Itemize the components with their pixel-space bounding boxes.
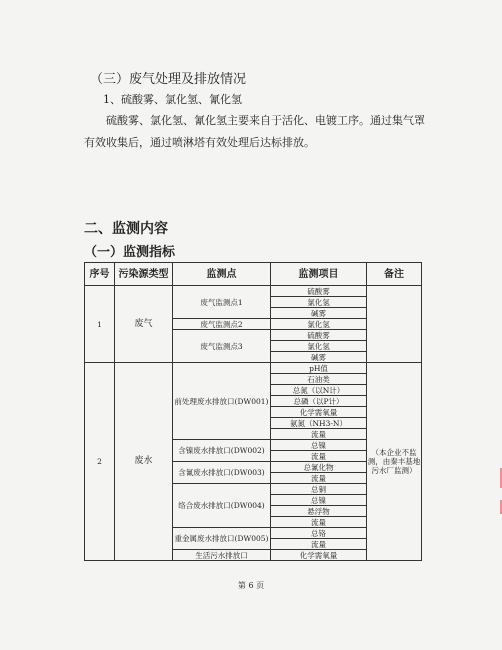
header-monitor-item: 监测项目 [271, 263, 367, 286]
header-source-type: 污染源类型 [115, 263, 173, 286]
section3-heading: （三）废气处理及排放情况 [90, 72, 247, 87]
monitor-item: 总镍 [271, 495, 367, 506]
monitor-item: 流量 [271, 473, 367, 484]
monitor-item: pH值 [271, 363, 367, 374]
monitor-point: 含镍废水排放口(DW002) [173, 440, 271, 462]
monitor-item: 化学需氧量 [271, 550, 367, 561]
monitor-item: 氯化氢 [271, 297, 367, 308]
page-number: 第 6 页 [237, 581, 265, 590]
header-monitor-point: 监测点 [173, 263, 271, 286]
monitor-point: 前处理废水排放口(DW001) [173, 363, 271, 440]
monitor-item: 流量 [271, 451, 367, 462]
source-type: 废水 [115, 363, 173, 561]
source-type: 废气 [115, 286, 173, 363]
monitor-point: 生活污水排放口 [173, 550, 271, 561]
monitor-item: 氨氮（NH3-N） [271, 418, 367, 429]
monitor-item: 氯化氢 [271, 319, 367, 330]
monitor-item: 流量 [271, 517, 367, 528]
monitoring-heading: 二、监测内容 [84, 221, 168, 237]
row-no: 1 [85, 286, 115, 363]
monitor-item: 总铬 [271, 528, 367, 539]
monitor-item: 石油类 [271, 374, 367, 385]
table-row [85, 363, 422, 374]
table-row [85, 286, 422, 297]
monitor-point: 重金属废水排放口(DW005) [173, 528, 271, 550]
monitor-item: 悬浮物 [271, 506, 367, 517]
treatment-paragraph: 硫酸雾、氯化氢、氰化氢主要来自于活化、电镀工序。通过集气罩有效收集后，通过喷淋塔有效处理后达标排放。 [84, 114, 425, 149]
monitoring-indicators-heading: （一）监测指标 [84, 245, 176, 260]
pollutant-list-item: 1、硫酸雾、氯化氢、氰化氢 [103, 93, 242, 106]
header-note: 备注 [367, 263, 422, 286]
monitor-item: 总镍 [271, 440, 367, 451]
header-no: 序号 [85, 263, 115, 286]
monitor-point: 废气监测点2 [173, 319, 271, 330]
monitor-point: 含氰废水排放口(DW003) [173, 462, 271, 484]
monitor-item: 化学需氧量 [271, 407, 367, 418]
monitor-item: 总氮（以N计） [271, 385, 367, 396]
note-cell [367, 286, 422, 363]
monitor-item: 碱雾 [271, 308, 367, 319]
monitor-point: 络合废水排放口(DW004) [173, 484, 271, 528]
table-header-row [85, 263, 422, 286]
monitor-item: 总磷（以P计） [271, 396, 367, 407]
monitor-point: 废气监测点1 [173, 286, 271, 319]
monitor-item: 硫酸雾 [271, 286, 367, 297]
monitoring-table [84, 262, 422, 561]
monitor-point: 废气监测点3 [173, 330, 271, 363]
note-cell: （本企业不监测，由秦丰基地污水厂监测） [367, 363, 422, 561]
monitor-item: 硫酸雾 [271, 330, 367, 341]
monitor-item: 氯化氢 [271, 341, 367, 352]
monitor-item: 总铜 [271, 484, 367, 495]
monitor-item: 流量 [271, 539, 367, 550]
monitor-item: 流量 [271, 429, 367, 440]
row-no: 2 [85, 363, 115, 561]
monitor-item: 总氰化物 [271, 462, 367, 473]
monitor-item: 碱雾 [271, 352, 367, 363]
